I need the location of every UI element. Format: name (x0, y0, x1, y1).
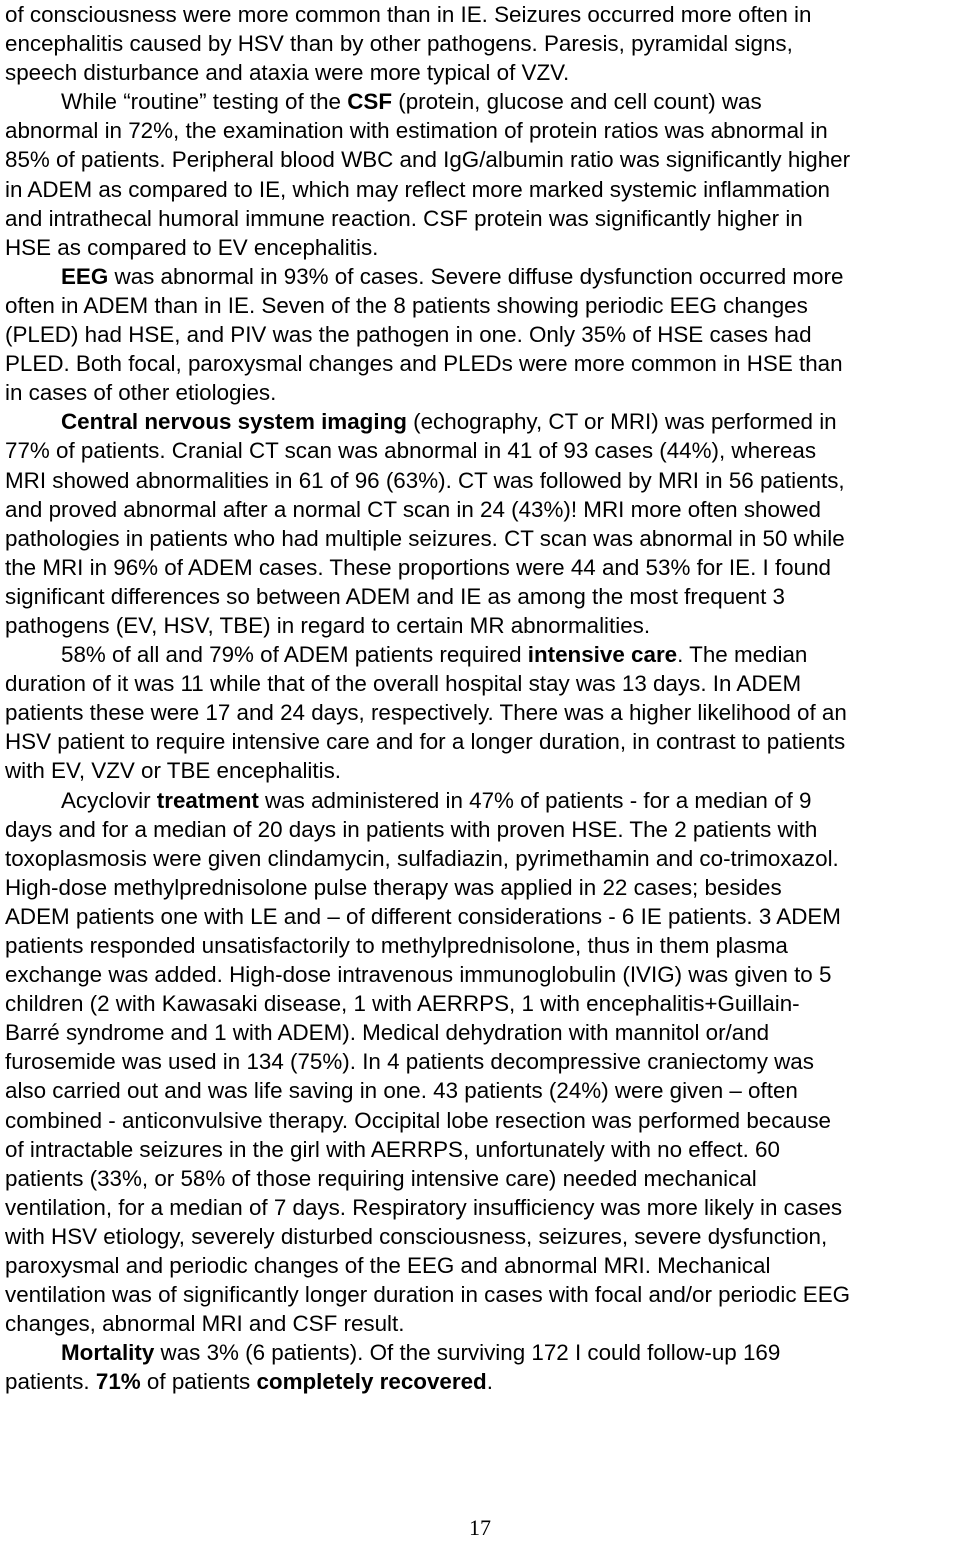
text-line (5, 407, 960, 436)
text-line (5, 640, 960, 669)
text-line (5, 262, 960, 291)
text-run: HSE as compared to EV encephalitis. (5, 234, 379, 260)
text-run: pathogens (EV, HSV, TBE) in regard to certain MR abnormalities. (5, 612, 651, 638)
text-lines (5, 0, 960, 1397)
text-run: speech disturbance and ataxia were more typical of VZV. (5, 60, 570, 86)
text-line (5, 698, 960, 727)
text-line (5, 902, 960, 931)
text-run: (protein, glucose and cell count) was (392, 89, 762, 115)
text-run: and proved abnormal after a normal CT scan in 24 (43%)! MRI more often showed (5, 496, 822, 522)
text-run: furosemide was used in 134 (75%). In 4 patients decompressive craniectomy was (5, 1049, 814, 1075)
text-run: of consciousness were more common than in IE. Seizures occurred more often in (5, 2, 812, 27)
text-run: duration of it was 11 while that of the overall hospital stay was 13 days. In ADEM (5, 671, 802, 697)
text-line (5, 1309, 960, 1338)
text-line (5, 960, 960, 989)
text-run: MRI showed abnormalities in 61 of 96 (63%). CT was followed by MRI in 56 patients, (5, 467, 845, 493)
text-run: in ADEM as compared to IE, which may reflect more marked systemic inflammation (5, 176, 830, 202)
text-line (5, 145, 960, 174)
text-run: also carried out and was life saving in one. 43 patients (24%) were given – often (5, 1078, 798, 1104)
text-line (5, 291, 960, 320)
bold-text-run: completely recovered (256, 1369, 487, 1395)
text-line (5, 29, 960, 58)
text-line (5, 1047, 960, 1076)
text-line (5, 495, 960, 524)
text-line (5, 844, 960, 873)
text-line (5, 349, 960, 378)
text-run: toxoplasmosis were given clindamycin, sulfadiazin, pyrimethamin and co-trimoxazol. (5, 845, 839, 871)
text-run: 58% of all and 79% of ADEM patients required (61, 642, 528, 668)
text-line (5, 1367, 960, 1396)
text-line (5, 756, 960, 785)
page-number: 17 (469, 1515, 491, 1540)
text-run: encephalitis caused by HSV than by other pathogens. Paresis, pyramidal signs, (5, 31, 793, 57)
text-line (5, 0, 960, 29)
text-run: of intractable seizures in the girl with AERRPS, unfortunately with no effect. 60 (5, 1136, 780, 1162)
text-run: days and for a median of 20 days in patients with proven HSE. The 2 patients with (5, 816, 818, 842)
text-line (5, 1251, 960, 1280)
text-run: paroxysmal and periodic changes of the EEG and abnormal MRI. Mechanical (5, 1253, 771, 1279)
text-run: abnormal in 72%, the examination with estimation of protein ratios was abnormal in (5, 118, 828, 144)
text-line (5, 233, 960, 262)
document-body (5, 0, 960, 1397)
text-run: . (486, 1369, 493, 1395)
text-run: HSV patient to require intensive care and for a longer duration, in contrast to patients (5, 729, 846, 755)
text-line (5, 436, 960, 465)
text-run: with HSV etiology, severely disturbed consciousness, seizures, severe dysfunction, (5, 1223, 828, 1249)
text-line (5, 815, 960, 844)
text-run: Acyclovir (61, 787, 157, 813)
bold-text-run: intensive care (527, 642, 678, 668)
text-line (5, 611, 960, 640)
text-run: combined - anticonvulsive therapy. Occipital lobe resection was performed because (5, 1107, 831, 1133)
text-run: with EV, VZV or TBE encephalitis. (5, 758, 342, 784)
text-run: was 3% (6 patients). Of the surviving 172 I could follow-up 169 (154, 1340, 781, 1366)
text-line (5, 1193, 960, 1222)
text-line (5, 931, 960, 960)
text-run: patients these were 17 and 24 days, respectively. There was a higher likelihood of an (5, 700, 847, 726)
text-run: patients (33%, or 58% of those requiring intensive care) needed mechanical (5, 1165, 757, 1191)
text-line (5, 1280, 960, 1309)
bold-text-run: treatment (156, 787, 259, 813)
text-run: changes, abnormal MRI and CSF result. (5, 1311, 405, 1337)
text-line (5, 1222, 960, 1251)
text-run: of patients (140, 1369, 257, 1395)
text-run: patients responded unsatisfactorily to methylprednisolone, thus in them plasma (5, 933, 788, 958)
text-run: 77% of patients. Cranial CT scan was abnormal in 41 of 93 cases (44%), whereas (5, 438, 817, 464)
text-line (5, 669, 960, 698)
text-run: ventilation was of significantly longer duration in cases with focal and/or periodic EEG (5, 1282, 851, 1308)
text-line (5, 524, 960, 553)
text-run: significant differences so between ADEM and IE as among the most frequent 3 (5, 583, 785, 609)
text-line (5, 204, 960, 233)
text-run: and intrathecal humoral immune reaction. CSF protein was significantly higher in (5, 205, 803, 231)
text-line (5, 553, 960, 582)
bold-text-run: Central nervous system imaging (61, 409, 407, 435)
text-line (5, 378, 960, 407)
text-line (5, 320, 960, 349)
text-run: . The median (677, 642, 808, 668)
text-line (5, 873, 960, 902)
text-run: ventilation, for a median of 7 days. Respiratory insufficiency was more likely in cases (5, 1194, 843, 1220)
text-run: patients. (5, 1369, 96, 1395)
text-run: ADEM patients one with LE and – of different considerations - 6 IE patients. 3 ADEM (5, 903, 841, 929)
bold-text-run: Mortality (61, 1340, 155, 1366)
text-line (5, 1018, 960, 1047)
text-line (5, 87, 960, 116)
text-run: pathologies in patients who had multiple seizures. CT scan was abnormal in 50 while (5, 525, 845, 551)
bold-text-run: EEG (61, 263, 109, 289)
text-line (5, 1106, 960, 1135)
bold-text-run: 71% (95, 1369, 141, 1395)
text-line (5, 116, 960, 145)
text-line (5, 989, 960, 1018)
text-line (5, 1338, 960, 1367)
text-run: the MRI in 96% of ADEM cases. These proportions were 44 and 53% for IE. I found (5, 554, 831, 580)
text-run: children (2 with Kawasaki disease, 1 with AERRPS, 1 with encephalitis+Guillain- (5, 991, 800, 1017)
text-run: was administered in 47% of patients - for a median of 9 (258, 787, 812, 813)
text-line (5, 1135, 960, 1164)
text-line (5, 466, 960, 495)
text-line (5, 1076, 960, 1105)
text-line (5, 58, 960, 87)
text-line (5, 582, 960, 611)
text-run: (echography, CT or MRI) was performed in (406, 409, 837, 435)
text-run: Barré syndrome and 1 with ADEM). Medical dehydration with mannitol or/and (5, 1020, 770, 1046)
text-run: 85% of patients. Peripheral blood WBC and IgG/albumin ratio was significantly higher (5, 147, 851, 173)
text-run: exchange was added. High-dose intravenous immunoglobulin (IVIG) was given to 5 (5, 962, 832, 988)
text-run: While “routine” testing of the (61, 89, 348, 115)
text-line (5, 175, 960, 204)
text-line (5, 1164, 960, 1193)
text-run: in cases of other etiologies. (5, 380, 277, 406)
text-run: High-dose methylprednisolone pulse therapy was applied in 22 cases; besides (5, 874, 782, 900)
text-line (5, 786, 960, 815)
text-run: (PLED) had HSE, and PIV was the pathogen in one. Only 35% of HSE cases had (5, 322, 812, 348)
text-line (5, 727, 960, 756)
bold-text-run: CSF (347, 89, 393, 115)
text-run: PLED. Both focal, paroxysmal changes and PLEDs were more common in HSE than (5, 351, 843, 377)
text-run: often in ADEM than in IE. Seven of the 8 patients showing periodic EEG changes (5, 292, 808, 318)
text-run: was abnormal in 93% of cases. Severe diffuse dysfunction occurred more (108, 263, 844, 289)
